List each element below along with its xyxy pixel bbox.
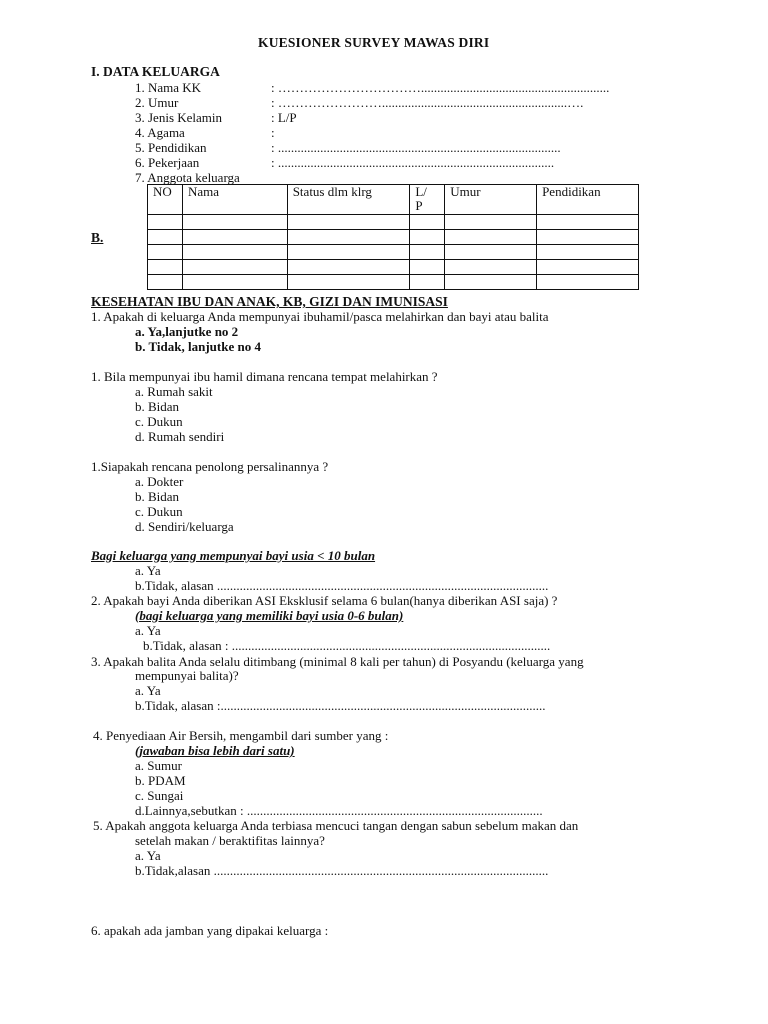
field-value-agama: : (271, 125, 275, 140)
question-2-option-c[interactable]: c. Dukun (135, 414, 183, 429)
table-header-row (148, 185, 639, 215)
question-1-option-a[interactable]: a. Ya,lanjutke no 2 (135, 324, 239, 339)
cuci-tangan-option-b[interactable]: b.Tidak,alasan ....................................................................................................... (135, 863, 549, 878)
question-3-option-c[interactable]: c. Dukun (135, 504, 183, 519)
table-row[interactable] (148, 215, 639, 230)
table-row[interactable] (148, 230, 639, 245)
question-2-option-d[interactable]: d. Rumah sendiri (135, 429, 225, 444)
table-header-no: NO (148, 185, 183, 215)
note-bayi-0-6-bulan: (bagi keluarga yang memiliki bayi usia 0-6 bulan) (135, 608, 404, 623)
question-jamban: 6. apakah ada jamban yang dipakai keluarga : (91, 923, 329, 938)
question-2-option-b[interactable]: b. Bidan (135, 399, 180, 414)
question-2-option-a[interactable]: a. Rumah sakit (135, 384, 213, 399)
question-posyandu: 3. Apakah balita Anda selalu ditimbang (minimal 8 kali per tahun) di Posyandu (keluarga yang (91, 654, 584, 669)
field-value-pendidikan: : ....................................................................................... (271, 140, 561, 155)
question-3-option-b[interactable]: b. Bidan (135, 489, 180, 504)
section-b-marker: B. (91, 230, 104, 245)
field-label-jenis-kelamin: 3. Jenis Kelamin (135, 110, 223, 125)
field-value-pekerjaan: : ..................................................................................... (271, 155, 555, 170)
table-header-pendidikan: Pendidikan (537, 185, 639, 215)
air-option-b[interactable]: b. PDAM (135, 773, 186, 788)
table-row[interactable] (148, 245, 639, 260)
table-row[interactable] (148, 260, 639, 275)
question-3-option-a[interactable]: a. Dokter (135, 474, 184, 489)
question-1: 1. Apakah di keluarga Anda mempunyai ibuhamil/pasca melahirkan dan bayi atau balita (91, 309, 549, 324)
question-3: 1.Siapakah rencana penolong persalinannya ? (91, 459, 329, 474)
field-value-umur: : …………………….........................................................…. (271, 95, 584, 110)
question-cuci-tangan-cont: setelah makan / beraktifitas lainnya? (135, 833, 325, 848)
posyandu-option-b[interactable]: b.Tidak, alasan :.................................................................................................... (135, 698, 546, 713)
note-bayi-10-bulan: Bagi keluarga yang mempunyai bayi usia < 10 bulan (91, 548, 376, 563)
field-label-umur: 2. Umur (135, 95, 179, 110)
note-1-option-b[interactable]: b.Tidak, alasan ...................................................................................................... (135, 578, 549, 593)
field-label-pendidikan: 5. Pendidikan (135, 140, 207, 155)
table-header-status: Status dlm klrg (287, 185, 410, 215)
air-option-d[interactable]: d.Lainnya,sebutkan : ........................................................................................... (135, 803, 543, 818)
section-heading-kesehatan: KESEHATAN IBU DAN ANAK, KB, GIZI DAN IMUNISASI (91, 294, 448, 309)
field-label-anggota-keluarga: 7. Anggota keluarga (135, 170, 240, 185)
family-members-table (147, 184, 639, 290)
table-header-nama: Nama (182, 185, 287, 215)
page-title: KUESIONER SURVEY MAWAS DIRI (258, 35, 490, 50)
field-label-nama-kk: 1. Nama KK (135, 80, 202, 95)
question-2: 1. Bila mempunyai ibu hamil dimana rencana tempat melahirkan ? (91, 369, 438, 384)
table-header-lp: L/ P (410, 185, 445, 215)
field-label-agama: 4. Agama (135, 125, 185, 140)
field-label-pekerjaan: 6. Pekerjaan (135, 155, 200, 170)
question-posyandu-cont: mempunyai balita)? (135, 668, 239, 683)
question-cuci-tangan: 5. Apakah anggota keluarga Anda terbiasa mencuci tangan dengan sabun sebelum makan dan (93, 818, 579, 833)
note-1-option-a[interactable]: a. Ya (135, 563, 161, 578)
question-air-bersih: 4. Penyediaan Air Bersih, mengambil dari sumber yang : (93, 728, 389, 743)
question-1-option-b[interactable]: b. Tidak, lanjutke no 4 (135, 339, 261, 354)
field-value-nama-kk: : …………………………….......................................................... (271, 80, 610, 95)
posyandu-option-a[interactable]: a. Ya (135, 683, 161, 698)
table-row[interactable] (148, 275, 639, 290)
air-option-a[interactable]: a. Sumur (135, 758, 182, 773)
field-value-jenis-kelamin: : L/P (271, 110, 297, 125)
question-asi-eksklusif: 2. Apakah bayi Anda diberikan ASI Eksklusif selama 6 bulan(hanya diberikan ASI saja) ? (91, 593, 558, 608)
question-3-option-d[interactable]: d. Sendiri/keluarga (135, 519, 234, 534)
asi-option-a[interactable]: a. Ya (135, 623, 161, 638)
air-option-c[interactable]: c. Sungai (135, 788, 184, 803)
cuci-tangan-option-a[interactable]: a. Ya (135, 848, 161, 863)
note-jawaban-lebih-dari-satu: (jawaban bisa lebih dari satu) (135, 743, 295, 758)
section-heading-data-keluarga: I. DATA KELUARGA (91, 64, 220, 79)
asi-option-b[interactable]: b.Tidak, alasan : .................................................................................................. (143, 638, 551, 653)
table-header-umur: Umur (445, 185, 537, 215)
